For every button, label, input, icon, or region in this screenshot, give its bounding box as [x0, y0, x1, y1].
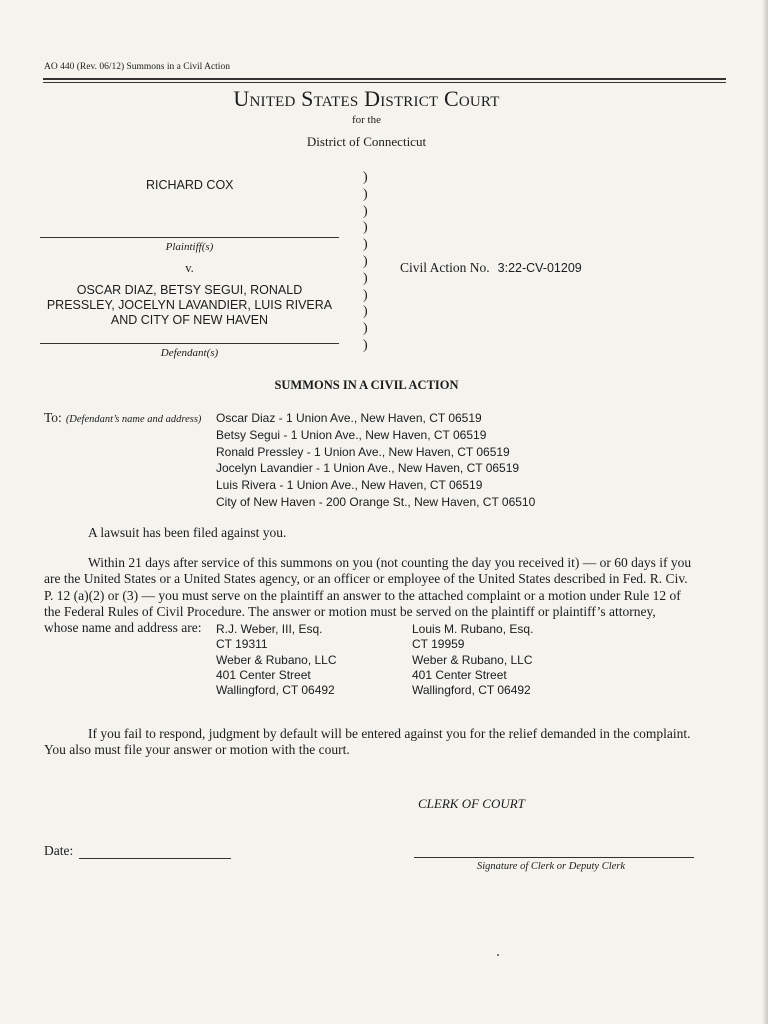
attorney-line: CT 19959 — [412, 637, 465, 652]
clerk-of-court: CLERK OF COURT — [418, 796, 525, 811]
scan-edge-shadow — [762, 0, 768, 1024]
caption-paren: ) — [363, 270, 368, 286]
paragraph-default-line2: You also must file your answer or motion with the court. — [44, 742, 350, 757]
court-title: United States District Court — [233, 86, 500, 111]
to-sublabel: (Defendant’s name and address) — [65, 414, 202, 425]
defendant-address-list — [216, 410, 535, 511]
caption-paren: ) — [363, 203, 368, 219]
paragraph-within-line1: Within 21 days after service of this summons on you (not counting the day you received it) — or 60 days if you — [88, 555, 692, 570]
caption-paren: ) — [363, 338, 368, 353]
civil-action-label: Civil Action No. — [400, 260, 490, 275]
attorney-block-1 — [216, 622, 337, 698]
paragraph-default-line1: If you fail to respond, judgment by default will be entered against you for the relief demanded in the complaint. — [88, 726, 691, 741]
caption-paren: ) — [363, 220, 368, 236]
attorney-line: R.J. Weber, III, Esq. — [216, 622, 323, 636]
defendant-address: Oscar Diaz - 1 Union Ave., New Haven, CT 06519 — [216, 411, 482, 425]
signature-line[interactable] — [414, 857, 694, 858]
scan-speck — [497, 954, 499, 956]
to-label-block — [44, 409, 201, 427]
caption-paren: ) — [363, 287, 368, 303]
attorney-line: CT 19311 — [216, 637, 268, 652]
paragraph-lawsuit-filed: A lawsuit has been filed against you. — [88, 525, 287, 540]
defendants-line1: OSCAR DIAZ, BETSY SEGUI, RONALD — [76, 283, 303, 297]
date-line[interactable] — [79, 858, 231, 859]
plaintiff-rule — [40, 237, 339, 238]
summons-heading: SUMMONS IN A CIVIL ACTION — [274, 378, 459, 392]
caption-paren: ) — [363, 254, 368, 269]
plaintiff-name: RICHARD COX — [146, 178, 234, 192]
district-name: District of Connecticut — [306, 134, 427, 149]
caption-paren: ) — [363, 321, 368, 337]
caption-paren: ) — [363, 186, 368, 202]
for-the: for the — [351, 114, 381, 126]
attorney-line: Louis M. Rubano, Esq. — [412, 622, 534, 636]
paragraph-within-line2: are the United States or a United States agency, or an officer or employee of the United States described in Fed. R. Civ. — [44, 571, 688, 586]
to-label: To: — [44, 410, 62, 425]
caption-paren: ) — [363, 304, 368, 320]
defendant-address: Betsy Segui - 1 Union Ave., New Haven, CT 06519 — [216, 427, 487, 442]
defendant-rule — [40, 343, 339, 344]
defendant-address: Jocelyn Lavandier - 1 Union Ave., New Haven, CT 06519 — [216, 461, 520, 476]
defendant-address: Ronald Pressley - 1 Union Ave., New Haven, CT 06519 — [216, 444, 510, 459]
attorney-block-2 — [412, 622, 533, 698]
attorney-line: Wallingford, CT 06492 — [412, 683, 531, 698]
caption-paren: ) — [363, 237, 368, 253]
header-rule-thick — [43, 78, 726, 80]
plaintiff-label: Plaintiff(s) — [165, 241, 214, 253]
header-rule-thin — [43, 82, 726, 83]
versus: v. — [185, 261, 194, 275]
attorney-line: Weber & Rubano, LLC — [412, 652, 533, 667]
form-id: AO 440 (Rev. 06/12) Summons in a Civil Action — [44, 62, 230, 72]
attorney-line: Wallingford, CT 06492 — [216, 683, 335, 698]
defendants-line3: AND CITY OF NEW HAVEN — [110, 313, 269, 327]
paragraph-within-line5: whose name and address are: — [44, 620, 202, 635]
caption-paren: ) — [363, 170, 368, 185]
paragraph-within-line4: the Federal Rules of Civil Procedure. The answer or motion must be served on the plaintiff or plaintiff’s attorney, — [44, 604, 656, 619]
attorney-line: 401 Center Street — [216, 667, 311, 682]
defendant-label: Defendant(s) — [160, 347, 219, 359]
defendant-address: City of New Haven - 200 Orange St., New Haven, CT 06510 — [216, 494, 536, 509]
defendants-line2: PRESSLEY, JOCELYN LAVANDIER, LUIS RIVERA — [46, 298, 333, 312]
civil-action-number: 3:22-CV-01209 — [497, 261, 582, 275]
civil-action — [400, 259, 582, 277]
attorney-line: 401 Center Street — [412, 667, 507, 682]
paragraph-within-line3: P. 12 (a)(2) or (3) — you must serve on the plaintiff an answer to the attached complaint or a motion under Rule 12 of — [44, 588, 681, 603]
signature-label: Signature of Clerk or Deputy Clerk — [477, 861, 626, 872]
attorney-line: Weber & Rubano, LLC — [216, 652, 337, 667]
defendant-address: Luis Rivera - 1 Union Ave., New Haven, CT 06519 — [216, 478, 483, 493]
date-label: Date: — [44, 843, 74, 858]
